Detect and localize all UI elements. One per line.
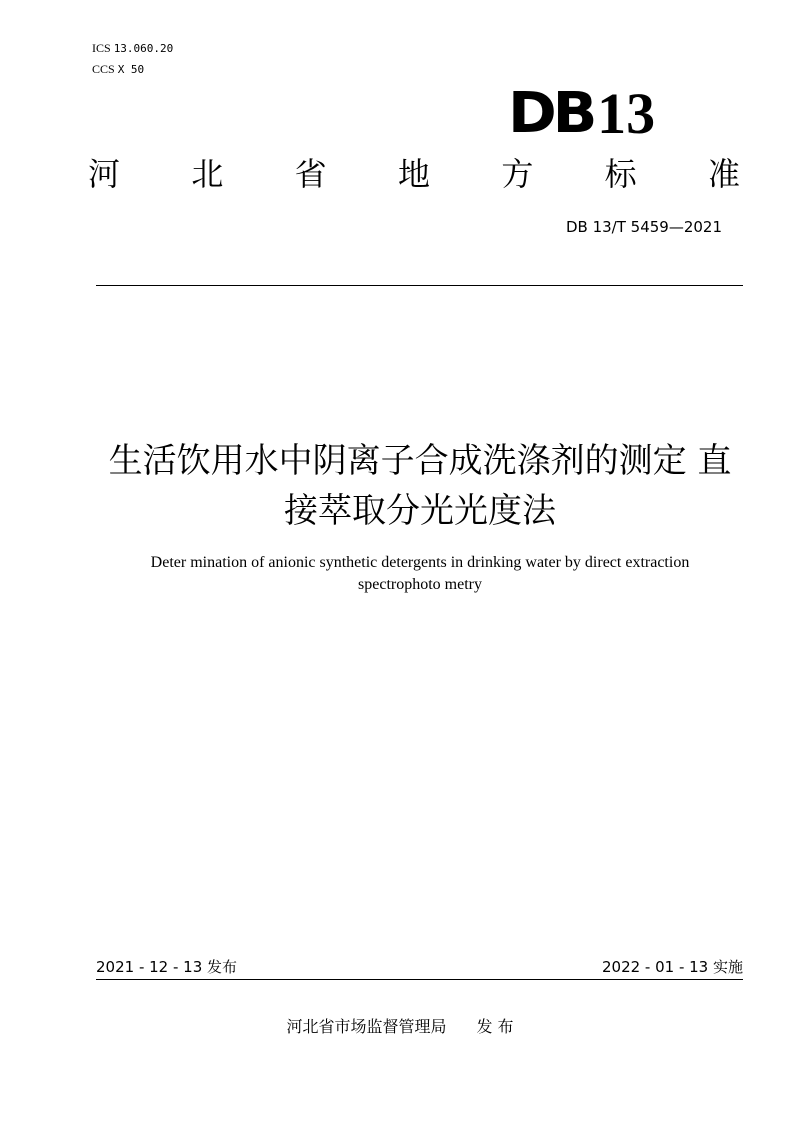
standard-code: DB 13/T 5459—2021	[565, 218, 722, 236]
province-char: 北	[191, 155, 224, 193]
publisher-action: 发 布	[476, 1017, 514, 1036]
chinese-title-line: 接萃取分光光度法	[284, 491, 556, 531]
english-title	[80, 552, 760, 596]
ccs-line	[92, 59, 173, 80]
header-divider	[96, 285, 743, 286]
province-char: 方	[501, 155, 534, 193]
logo-number: 13	[597, 81, 656, 146]
province-char: 河	[88, 155, 121, 193]
ics-line	[92, 38, 173, 59]
issue-date: 2021 - 12 - 13 发布	[96, 958, 238, 976]
province-char: 准	[707, 155, 740, 193]
implementation-date: 2022 - 01 - 13 实施	[601, 958, 743, 976]
footer-divider	[96, 979, 743, 980]
classification-block	[92, 38, 173, 80]
ccs-code: X 50	[117, 63, 145, 76]
chinese-title-line: 生活饮用水中阴离子合成洗涤剂的测定 直	[108, 441, 732, 481]
province-char: 省	[294, 155, 327, 193]
logo-letters: DB	[507, 81, 594, 146]
ics-label: ICS	[92, 41, 111, 55]
english-title-line: Deter mination of anionic synthetic detergents in drinking water by direct extraction	[150, 554, 690, 571]
english-title-line: spectrophoto metry	[358, 576, 482, 593]
ics-code: 13.060.20	[113, 42, 174, 55]
db13-logo	[507, 81, 690, 146]
dates-row	[96, 956, 743, 977]
chinese-title	[80, 436, 760, 536]
publisher-line	[0, 1014, 800, 1037]
province-standard-heading	[88, 152, 740, 196]
province-char: 标	[604, 155, 637, 193]
ccs-label: CCS	[92, 62, 115, 76]
publisher-name: 河北省市场监督管理局	[286, 1017, 447, 1036]
province-char: 地	[397, 155, 430, 193]
